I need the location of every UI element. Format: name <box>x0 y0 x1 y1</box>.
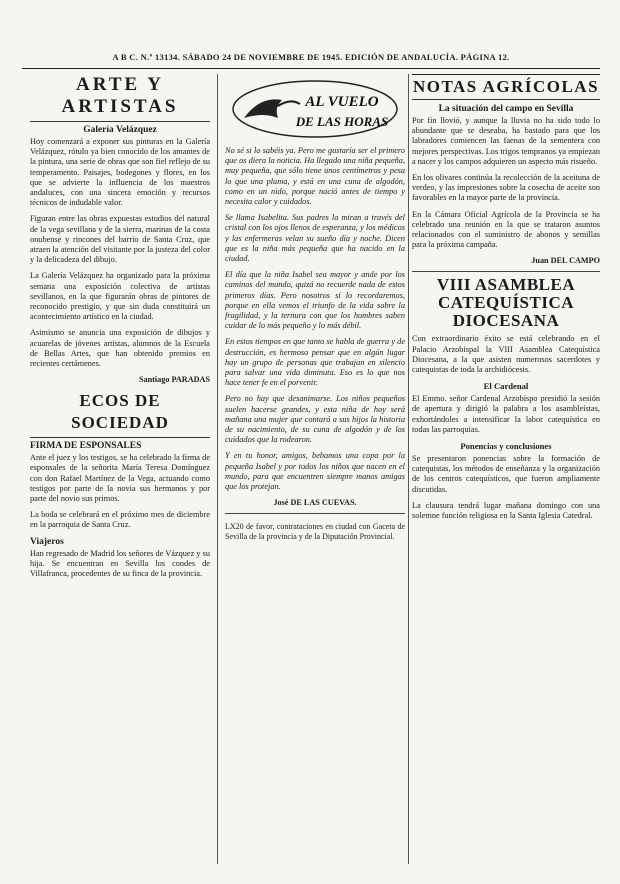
article-paragraph: Figuran entre las obras expuestas estudios del natural de la vega sevillana y de la sierra, marinas de la costa onubense y rincones del barrio de Santa Cruz, que atraen la atención del visitante por la justeza del color y la delicadeza del dibujo. <box>30 214 210 265</box>
article-paragraph: Pero no hay que desanimarse. Los niños pequeños suelen hacerse grandes, y esta niña de hoy será mañana una mujer que contará a sus hijos la historia de su nacimiento, de su cuna de algodón y de los cuidados que la rodearon. <box>225 394 405 445</box>
article-paragraph: Asimismo se anuncia una exposición de dibujos y acuarelas de jóvenes artistas, alumnos de la Escuela de Bellas Artes, que han obtenido premios en recientes certámenes. <box>30 328 210 369</box>
svg-text:DE LAS HORAS: DE LAS HORAS <box>295 114 389 129</box>
author-signature: Santiago PARADAS <box>138 375 210 385</box>
column-arte-ecos <box>30 74 210 874</box>
footer-note: LX20 de favor, contrataciones en ciudad con Gaceta de Sevilla de la provincia y de la Diputación Provincial. <box>225 522 405 542</box>
section-title-asamblea: VIII ASAMBLEA CATEQUÍSTICA DIOCESANA <box>436 275 576 331</box>
page-header: A B C. N.º 13134. SÁBADO 24 DE NOVIEMBRE DE 1945. EDICIÓN DE ANDALUCÍA. PÁGINA 12. <box>22 52 600 69</box>
article-paragraph: La Galería Velázquez ha organizado para la próxima semana una exposición colectiva de artistas sevillanos, en la que figurarán obras de pintores de reconocido prestigio, y que sin duda constituirá un acontecimiento artístico en la ciudad. <box>30 271 210 322</box>
subtitle-ponencias: Ponencias y conclusiones <box>460 441 552 452</box>
column-divider <box>217 74 218 864</box>
divider <box>412 271 600 272</box>
article-paragraph: La boda se celebrará en el próximo mes de diciembre en la parroquia de Santa Cruz. <box>30 510 210 530</box>
article-paragraph: Con extraordinario éxito se está celebrando en el Palacio Arzobispal la VIII Asamblea Catequística Diocesana, a la que asisten numerosos sacerdotes y catequistas de toda la archidiócesis. <box>412 334 600 375</box>
subtitle-galeria: Galería Velázquez <box>83 125 157 135</box>
article-paragraph: Han regresado de Madrid los señores de Vázquez y su hija. Se encuentran en Sevilla los condes de Villafranca, procedentes de su finca de la provincia. <box>30 548 210 579</box>
author-signature: Juan DEL CAMPO <box>531 256 600 266</box>
subtitle-cardenal: El Cardenal <box>483 381 529 392</box>
article-paragraph: En la Cámara Oficial Agrícola de la Provincia se ha celebrado una reunión en la que se trataron asuntos relacionados con el suministro de abonos y semillas para la próxima campaña. <box>412 209 600 250</box>
article-paragraph: Por fin llovió, y aunque la lluvia no ha sido todo lo abundante que se deseaba, ha bastado para que los labradores comiencen las faenas de la sementera con mejores perspectivas. Los trigos tempranos ya empiezan a nacer y los campos adquieren un aspecto más risueño. <box>412 116 600 166</box>
article-paragraph: En estos tiempos en que tanto se habla de guerra y de destrucción, es hermoso pensar que en algún lugar hay un grupo de personas que trabajan en silencio para salvar una vida diminuta. Eso es lo que nos hace tener fe en el porvenir. <box>225 337 405 388</box>
subtitle-esponsales: FIRMA DE ESPONSALES <box>30 441 142 452</box>
column-vuelo-horas <box>225 74 405 874</box>
article-paragraph: Hoy comenzará a exponer sus pinturas en la Galería Velázquez, rótulo ya bien conocido de los amantes de la pintura, una serie de obras que son fiel reflejo de su temperamento. Paisajes, bodegones y flores, en los que se advierte la influencia de los maestros andaluces, con una sincera emoción y recursos técnicos de indudable valor. <box>30 137 210 208</box>
article-paragraph: El Emmo. señor Cardenal Arzobispo presidió la sesión de apertura y dirigió la palabra a los asambleístas, exhortándoles a intensificar la labor catequística en todas las parroquias. <box>412 394 600 434</box>
column-notas-asamblea <box>412 74 600 874</box>
section-title-arte: ARTE Y ARTISTAS <box>30 74 210 122</box>
article-paragraph: El día que la niña Isabel sea mayor y ande por los caminos del mundo, quizá no recuerde nada de estos primeros días. Pero nosotros sí lo recordaremos, porque en ella vemos el triunfo de la vida sobre la fragilidad, y la ternura con que los hombres saben cuidar de lo más pequeño y lo más débil. <box>225 270 405 331</box>
author-signature: José DE LAS CUEVAS. <box>273 498 357 508</box>
article-paragraph: Se llama Isabelita. Sus padres la miran a través del cristal con los ojos llenos de esperanza, y los médicos y las enfermeras velan su sueño día y noche. Dicen que es la niña más pequeña que ha nacido en la ciudad. <box>225 213 405 264</box>
article-paragraph: En los olivares continúa la recolección de la aceituna de verdeo, y las impresiones sobre la cosecha de aceite son favorables en la mayor parte de la provincia. <box>412 173 600 203</box>
article-paragraph: Ante el juez y los testigos, se ha celebrado la firma de esponsales de la señorita María Teresa Domínguez con don Rafael Martínez de la Vega, actuando como testigos por parte de la novia sus hermanos y por parte del novio sus primos. <box>30 453 210 504</box>
divider <box>225 513 405 514</box>
article-paragraph: Y en tu honor, amigos, bebamos una copa por la pequeña Isabel y por todos los niños que nacen en el mundo, para que encuentren siempre manos amigas que los protejan. <box>225 451 405 492</box>
svg-text:AL VUELO: AL VUELO <box>305 94 379 110</box>
al-vuelo-de-las-horas-logo <box>230 78 400 140</box>
column-divider <box>408 74 409 864</box>
article-paragraph: No sé si lo sabéis ya. Pero me gustaría ser el primero que os diera la noticia. Ha llegado una niña pequeña, muy pequeña, que sólo tiene unos centímetros y pesa lo que una pluma, y está en una cuna de algodón, como en un nido, porque nació antes de tiempo y necesita calor y cuidados. <box>225 146 405 207</box>
section-title-ecos: ECOS DE SOCIEDAD <box>30 390 210 438</box>
subtitle-viajeros: Viajeros <box>30 536 64 547</box>
subtitle-situacion-campo: La situación del campo en Sevilla <box>438 104 574 114</box>
article-paragraph: La clausura tendrá lugar mañana domingo con una solemne función religiosa en la Santa Iglesia Catedral. <box>412 500 600 521</box>
article-paragraph: Se presentaron ponencias sobre la formación de catequistas, los métodos de enseñanza y la organización de los centros catequísticos, que fueron ampliamente discutidas. <box>412 454 600 494</box>
section-title-notas-agricolas: NOTAS AGRÍCOLAS <box>412 74 600 100</box>
